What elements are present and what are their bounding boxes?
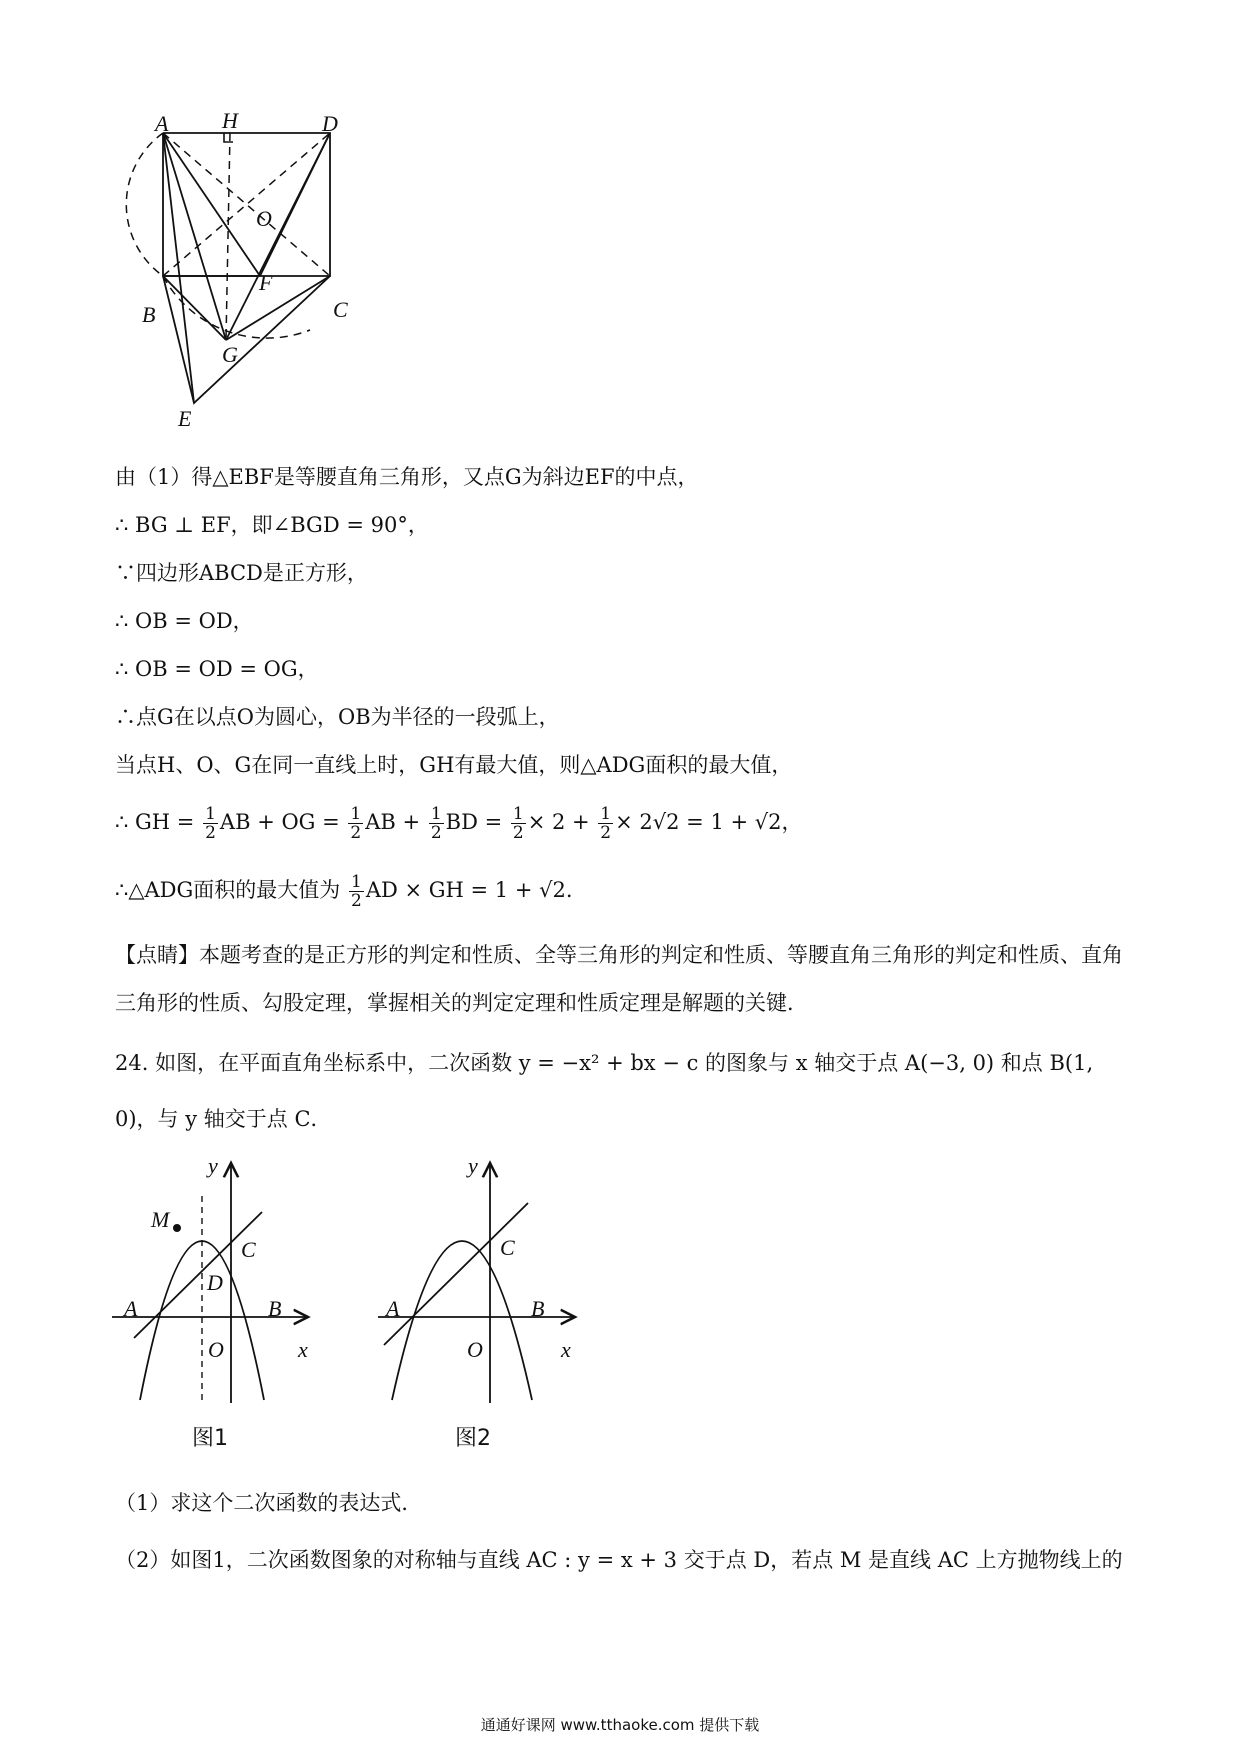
label-F: F — [259, 270, 273, 295]
segment-ae — [163, 133, 194, 403]
problem-24-text: 24. 如图，在平面直角坐标系中，二次函数 y = −x² + bx − c 的图象与 x 轴交于点 A(−3, 0) 和点 B(1, 0)，与 y 轴交于点 C． — [115, 1051, 1094, 1131]
label-y: y — [208, 1153, 218, 1178]
label-B: B — [531, 1296, 545, 1321]
solution-line-3: ∵四边形ABCD是正方形， — [115, 561, 368, 585]
solution-line-6: ∴点G在以点O为圆心，OB为半径的一段弧上， — [115, 705, 560, 729]
solution-line-5: ∴ OB = OD = OG， — [115, 657, 319, 681]
parabola-curve — [392, 1241, 532, 1400]
triangle-bec — [163, 276, 330, 403]
solution-line-1: 由（1）得△EBF是等腰直角三角形，又点G为斜边EF的中点， — [115, 465, 699, 489]
label-C: C — [333, 297, 348, 322]
equation-area: ∴△ADG面积的最大值为 $\frac{1}{2}$ AD × GH = 1 + √2. — [115, 872, 573, 911]
question-1: （1）求这个二次函数的表达式． — [115, 1491, 423, 1515]
label-H: H — [222, 108, 238, 133]
solution-line-2: ∴ BG ⊥ EF，即∠BGD = 90°， — [115, 513, 429, 537]
fraction-half: $\frac{1}{2}$ — [350, 872, 362, 911]
figure-1-parabola — [110, 1150, 330, 1450]
fraction-half: $\frac{1}{2}$ — [600, 804, 612, 843]
label-x: x — [298, 1337, 308, 1362]
label-O: O — [256, 206, 272, 231]
label-M: M — [151, 1207, 170, 1232]
solution-line-4: ∴ OB = OD， — [115, 609, 254, 633]
label-x: x — [561, 1337, 571, 1362]
label-A: A — [124, 1296, 138, 1321]
caption-figure-2: 图2 — [455, 1426, 491, 1450]
label-O: O — [208, 1337, 224, 1362]
label-D: D — [207, 1270, 223, 1295]
label-G: G — [222, 342, 238, 367]
fraction-half: $\frac{1}{2}$ — [205, 804, 216, 843]
label-O: O — [467, 1337, 483, 1362]
label-D: D — [322, 111, 338, 136]
label-A: A — [386, 1296, 400, 1321]
right-angle-mark — [224, 133, 233, 142]
label-B: B — [142, 302, 156, 327]
fraction-half: $\frac{1}{2}$ — [430, 804, 442, 843]
equation-gh: ∴ GH = $\frac{1}{2}$ AB + OG = $\frac{1}{2}$ AB + $\frac{1}{2}$ BD = $\frac{1}{2}$ × 2 + $\frac{1}{2}$ × 2√2 = 1 + √2， — [115, 804, 803, 843]
label-y: y — [468, 1153, 478, 1178]
fraction-half: $\frac{1}{2}$ — [350, 804, 362, 843]
label-E: E — [178, 406, 192, 431]
geometry-figure-square — [110, 105, 370, 435]
comment-paragraph: 【点睛】本题考查的是正方形的判定和性质、全等三角形的判定和性质、等腰直角三角形的判定和性质、直角三角形的性质、勾股定理，掌握相关的判定定理和性质定理是解题的关键． — [115, 943, 1123, 1015]
label-A: A — [155, 111, 169, 136]
fraction-half: $\frac{1}{2}$ — [512, 804, 524, 843]
point-m — [173, 1224, 181, 1232]
caption-figure-1: 图1 — [192, 1426, 228, 1450]
segment-hg — [226, 133, 230, 340]
line-ac — [384, 1203, 528, 1345]
footer-download-note: 通通好课网 www.tthaoke.com 提供下载 — [480, 1716, 760, 1734]
label-B: B — [268, 1296, 282, 1321]
figure-2-parabola — [375, 1150, 595, 1450]
solution-line-7: 当点H、O、G在同一直线上时，GH有最大值，则△ADG面积的最大值， — [115, 753, 793, 777]
label-C: C — [241, 1237, 256, 1262]
label-C: C — [500, 1235, 515, 1260]
question-2: （2）如图1，二次函数图象的对称轴与直线 AC : y = x + 3 交于点 D，若点 M 是直线 AC 上方抛物线上的 — [115, 1548, 1123, 1572]
